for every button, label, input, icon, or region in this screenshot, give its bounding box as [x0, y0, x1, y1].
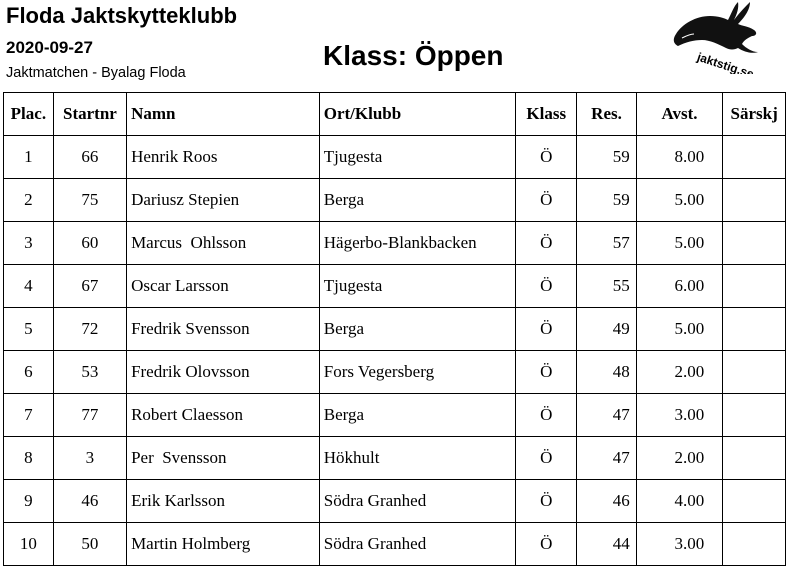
cell-klass: Ö — [516, 265, 577, 308]
cell-ort: Berga — [319, 308, 515, 351]
cell-namn: Fredrik Olovsson — [127, 351, 320, 394]
cell-namn: Per Svensson — [127, 437, 320, 480]
cell-avst: 5.00 — [636, 308, 723, 351]
cell-ort: Berga — [319, 394, 515, 437]
cell-avst: 2.00 — [636, 437, 723, 480]
cell-klass: Ö — [516, 136, 577, 179]
cell-res: 47 — [577, 394, 636, 437]
cell-sarskj — [723, 308, 786, 351]
cell-avst: 4.00 — [636, 480, 723, 523]
cell-avst: 6.00 — [636, 265, 723, 308]
table-header-row — [4, 93, 786, 136]
cell-startnr: 67 — [53, 265, 126, 308]
cell-avst: 5.00 — [636, 179, 723, 222]
cell-namn: Dariusz Stepien — [127, 179, 320, 222]
cell-ort: Fors Vegersberg — [319, 351, 515, 394]
col-header-startnr: Startnr — [53, 93, 126, 136]
cell-sarskj — [723, 179, 786, 222]
col-header-ort: Ort/Klubb — [319, 93, 515, 136]
cell-plac: 2 — [4, 179, 54, 222]
cell-namn: Oscar Larsson — [127, 265, 320, 308]
cell-klass: Ö — [516, 222, 577, 265]
cell-startnr: 60 — [53, 222, 126, 265]
cell-avst: 3.00 — [636, 523, 723, 566]
table-row — [4, 394, 786, 437]
cell-ort: Hägerbo-Blankbacken — [319, 222, 515, 265]
col-header-sarskj: Särskj — [723, 93, 786, 136]
cell-sarskj — [723, 480, 786, 523]
cell-sarskj — [723, 265, 786, 308]
cell-startnr: 66 — [53, 136, 126, 179]
table-row — [4, 308, 786, 351]
event-date: 2020-09-27 — [6, 38, 93, 57]
cell-plac: 8 — [4, 437, 54, 480]
cell-ort: Berga — [319, 179, 515, 222]
table-row — [4, 222, 786, 265]
cell-sarskj — [723, 523, 786, 566]
cell-ort: Tjugesta — [319, 265, 515, 308]
cell-namn: Henrik Roos — [127, 136, 320, 179]
cell-res: 59 — [577, 179, 636, 222]
cell-res: 55 — [577, 265, 636, 308]
cell-res: 47 — [577, 437, 636, 480]
cell-plac: 4 — [4, 265, 54, 308]
cell-startnr: 75 — [53, 179, 126, 222]
cell-namn: Fredrik Svensson — [127, 308, 320, 351]
table-row — [4, 265, 786, 308]
event-subtitle: Jaktmatchen - Byalag Floda — [6, 65, 186, 81]
cell-startnr: 53 — [53, 351, 126, 394]
table-row — [4, 136, 786, 179]
cell-klass: Ö — [516, 523, 577, 566]
logo-text: jaktstig.se — [695, 49, 756, 74]
cell-res: 57 — [577, 222, 636, 265]
cell-ort: Södra Granhed — [319, 480, 515, 523]
club-title: Floda Jaktskytteklubb — [6, 3, 238, 28]
table-row — [4, 480, 786, 523]
col-header-namn: Namn — [127, 93, 320, 136]
cell-ort: Hökhult — [319, 437, 515, 480]
cell-avst: 8.00 — [636, 136, 723, 179]
cell-res: 46 — [577, 480, 636, 523]
cell-avst: 5.00 — [636, 222, 723, 265]
cell-ort: Södra Granhed — [319, 523, 515, 566]
cell-plac: 5 — [4, 308, 54, 351]
hare-icon — [668, 0, 786, 74]
col-header-avst: Avst. — [636, 93, 723, 136]
klass-heading: Klass: Öppen — [323, 40, 504, 71]
cell-namn: Marcus Ohlsson — [127, 222, 320, 265]
cell-ort: Tjugesta — [319, 136, 515, 179]
cell-res: 44 — [577, 523, 636, 566]
jaktstig-logo — [668, 0, 786, 74]
table-row — [4, 179, 786, 222]
col-header-klass: Klass — [516, 93, 577, 136]
table-row — [4, 351, 786, 394]
table-row — [4, 437, 786, 480]
cell-startnr: 77 — [53, 394, 126, 437]
cell-plac: 7 — [4, 394, 54, 437]
cell-res: 49 — [577, 308, 636, 351]
col-header-plac: Plac. — [4, 93, 54, 136]
cell-plac: 9 — [4, 480, 54, 523]
cell-sarskj — [723, 136, 786, 179]
cell-plac: 10 — [4, 523, 54, 566]
cell-plac: 3 — [4, 222, 54, 265]
cell-res: 59 — [577, 136, 636, 179]
cell-klass: Ö — [516, 351, 577, 394]
results-table — [3, 92, 786, 566]
cell-avst: 3.00 — [636, 394, 723, 437]
cell-startnr: 46 — [53, 480, 126, 523]
col-header-res: Res. — [577, 93, 636, 136]
cell-klass: Ö — [516, 179, 577, 222]
cell-startnr: 72 — [53, 308, 126, 351]
cell-klass: Ö — [516, 308, 577, 351]
cell-sarskj — [723, 394, 786, 437]
cell-sarskj — [723, 437, 786, 480]
cell-klass: Ö — [516, 480, 577, 523]
cell-sarskj — [723, 351, 786, 394]
cell-avst: 2.00 — [636, 351, 723, 394]
cell-plac: 1 — [4, 136, 54, 179]
cell-klass: Ö — [516, 437, 577, 480]
cell-namn: Robert Claesson — [127, 394, 320, 437]
cell-startnr: 50 — [53, 523, 126, 566]
cell-namn: Erik Karlsson — [127, 480, 320, 523]
cell-plac: 6 — [4, 351, 54, 394]
cell-res: 48 — [577, 351, 636, 394]
cell-namn: Martin Holmberg — [127, 523, 320, 566]
cell-startnr: 3 — [53, 437, 126, 480]
table-row — [4, 523, 786, 566]
cell-klass: Ö — [516, 394, 577, 437]
cell-sarskj — [723, 222, 786, 265]
